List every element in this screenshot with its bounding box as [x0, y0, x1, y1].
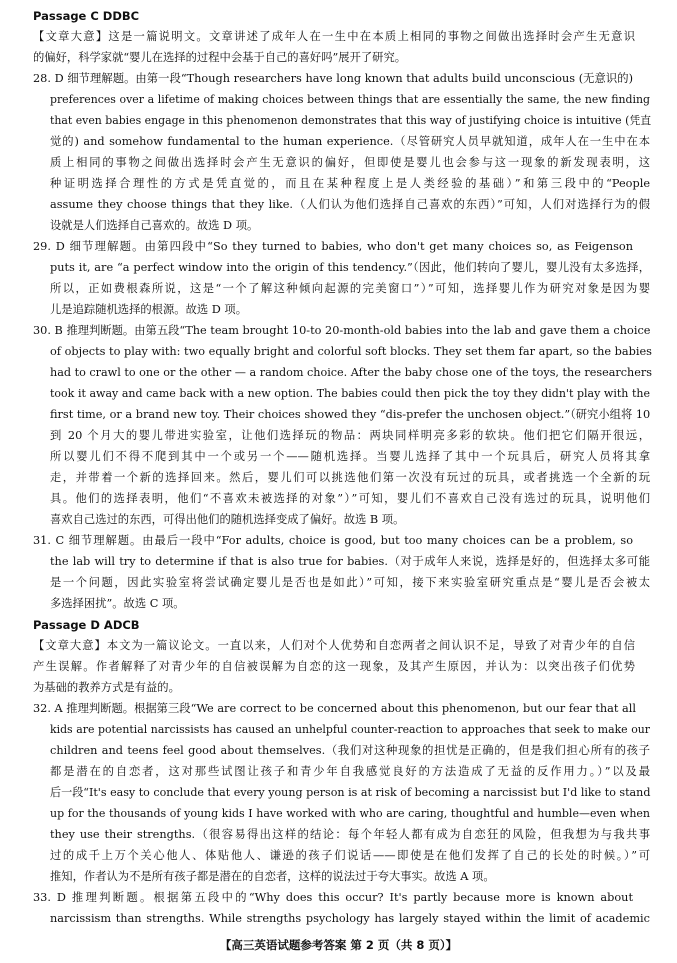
question-28-line: 觉的) and somehow fundamental to the human experience.（尽管研究人员早就知道，成年人在一生中在本 — [50, 135, 650, 148]
question-30-line: of objects to play with: two equally bright and colorful soft blocks. They set them far apart, so the babies — [50, 345, 652, 358]
question-29-line: 29. D 细节理解题。由第四段中“So they turned to babies, who don't get many choices so, as Feigenson — [33, 240, 633, 253]
page-footer: 【高三英语试题参考答案 第 2 页（共 8 页）】 — [219, 938, 458, 952]
question-30-line: took it away and came back with a new option. The babies could then pick the toy they didn't play with the — [50, 387, 650, 400]
question-32-line: 推知，作者认为不是所有孩子都是潜在的自恋者，这样的说法过于夸大事实。故选 A 项。 — [50, 870, 495, 883]
question-30-line: 到 20 个月大的婴儿带进实验室，让他们选择玩的物品：两块同样明亮多彩的软块。他们把它们隔开很远， — [50, 429, 650, 442]
question-31-line: 多选择困扰”。故选 C 项。 — [50, 597, 185, 610]
question-29-line: puts it, are “a perfect window into the origin of this tendency.”（因此，他们转向了婴儿，婴儿没有太多选择， — [50, 261, 650, 274]
question-28-line: 设就是人们选择自己喜欢的。故选 D 项。 — [50, 219, 259, 232]
question-30-line: 所以婴儿们不得不爬到其中一个或另一个——随机选择。当婴儿选择了其中一个玩具后，研究人员将其拿 — [50, 450, 650, 463]
passage-c-summary-line: 的偏好，科学家就“婴儿在选择的过程中会基于自己的喜好吗”展开了研究。 — [33, 51, 407, 64]
passage-c-heading: Passage C DDBC — [33, 9, 140, 23]
passage-d-summary-line: 为基础的教养方式是有益的。 — [33, 681, 180, 694]
question-30-line: 30. B 推理判断题。由第五段“The team brought 10-to 20-month-old babies into the lab and gave them a choice — [33, 324, 651, 337]
passage-d-summary-line: 产生误解。作者解释了对青少年的自信被误解为自恋的这一现象，及其产生原因，并认为：以突出孩子们优势 — [33, 660, 635, 673]
question-32-line: children and teens feel good about themselves.（我们对这种现象的担忧是正确的，但是我们担心所有的孩子 — [50, 744, 650, 757]
question-30-line: 喜欢自己选过的东西，可得出他们的随机选择变成了偏好。故选 B 项。 — [50, 513, 405, 526]
question-30-line: 走，并带着一个新的选择回来。然后，婴儿们可以挑选他们第一次没有玩过的玩具，或者挑选一个全新的玩 — [50, 471, 650, 484]
question-30-line: had to crawl to one or the other — a random choice. After the baby chose one of the toys, the researchers — [50, 366, 652, 379]
question-29-line: 儿是追踪随机选择的根源。故选 D 项。 — [50, 303, 247, 316]
question-32-line: up for the thousands of young kids I have worked with who are caring, thoughtful and humble—even when — [50, 807, 650, 820]
question-28-line: that even babies engage in this phenomenon demonstrates that this way of justifying choice is intuitive (凭直 — [50, 114, 652, 127]
question-30-line: first time, or a brand new toy. Their choices showed they “dis-prefer the unchosen object.”（研究小组将 10 — [50, 408, 651, 421]
question-30-line: 具。他们的选择表明，他们“不喜欢未被选择的对象”）”可知，婴儿们不喜欢自己没有选过的玩具，说明他们 — [50, 492, 650, 505]
question-32-line: 都是潜在的自恋者，这对那些试图让孩子和青少年自我感觉良好的方法造成了无益的反作用力。）”以及最 — [50, 765, 650, 778]
question-29-line: 所以，正如费根森所说，这是“一个了解这种倾向起源的完美窗口”）”可知，选择婴儿作为研究对象是因为婴 — [50, 282, 650, 295]
question-28-line: assume they choose things that they like.（人们认为他们选择自己喜欢的东西）”可知，人们对选择行为的假 — [50, 198, 650, 211]
passage-d-heading: Passage D ADCB — [33, 618, 140, 632]
question-31-line: the lab will try to determine if that is also true for babies.（对于成年人来说，选择是好的，但选择太多可能 — [50, 555, 650, 568]
question-28-line: 28. D 细节理解题。由第一段“Though researchers have long known that adults build unconscious (无意识的) — [33, 72, 633, 85]
question-32-line: they use their strengths.（很容易得出这样的结论：每个年轻人都有成为自恋狂的风险，但我想为与我共事 — [50, 828, 650, 841]
question-28-line: preferences over a lifetime of making choices between things that are essentially the same, the new finding — [50, 93, 650, 106]
question-32-line: kids are potential narcissists has caused an unhelpful counter-reaction to approaches that seek to make our — [50, 723, 650, 736]
question-32-line: 32. A 推理判断题。根据第三段“We are correct to be concerned about this phenomenon, but our fear that all — [33, 702, 636, 715]
passage-d-summary-line: 【文章大意】本文为一篇议论文。一直以来，人们对个人优势和自恋两者之间认识不足，导致了对青少年的自信 — [33, 639, 635, 652]
question-32-line: 过的成千上万个关心他人、体贴他人、谦逊的孩子们说话——即使是在他们发挥了自己的长处的时候。）”可 — [50, 849, 650, 862]
passage-c-summary-line: 【文章大意】这是一篇说明文。文章讲述了成年人在一生中在本质上相同的事物之间做出选择时会产生无意识 — [33, 30, 635, 43]
question-32-line: 后一段“It's easy to conclude that every young person is at risk of becoming a narcissist but I'd like to stand — [50, 786, 651, 799]
question-33-line: 33. D 推理判断题。根据第五段中的“Why does this occur? It's partly because more is known about — [33, 891, 633, 904]
question-28-line: 种证明选择合理性的方式是凭直觉的，而且在某种程度上是人类经验的基础）”和第三段中的“People — [50, 177, 650, 190]
question-31-line: 是一个问题，因此实验室将尝试确定婴儿是否也是如此）”可知，接下来实验室研究重点是“婴儿是否会被太 — [50, 576, 650, 589]
question-28-line: 质上相同的事物之间做出选择时会产生无意识的偏好，但即使是婴儿也会参与这一现象的新发现表明，这 — [50, 156, 650, 169]
question-33-line: narcissism than strengths. While strengths psychology has largely stayed within the limit of academic — [50, 912, 650, 925]
question-31-line: 31. C 细节理解题。由最后一段中“For adults, choice is good, but too many choices can be a problem, so — [33, 534, 633, 547]
